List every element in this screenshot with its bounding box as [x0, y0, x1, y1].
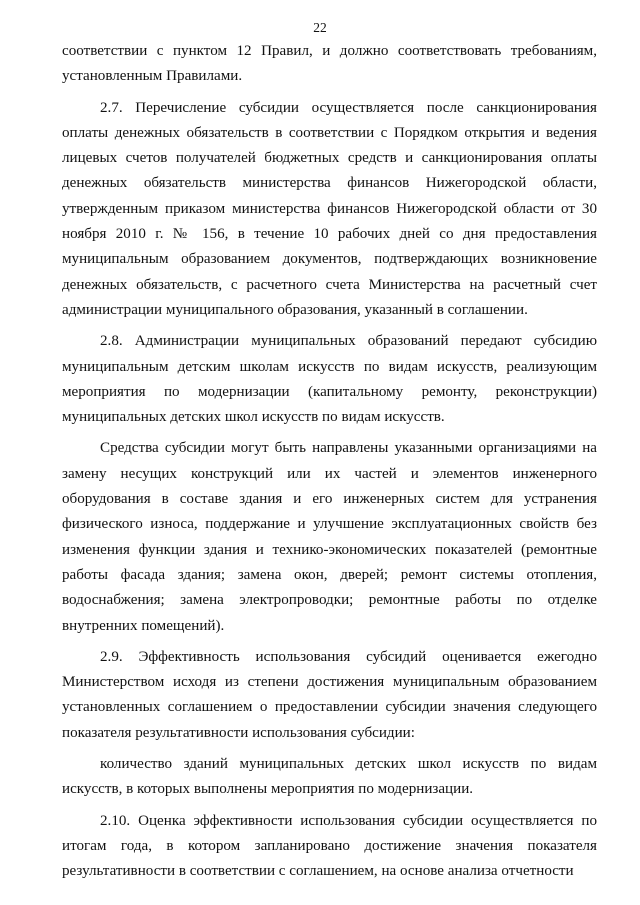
paragraph-continuation: соответствии с пунктом 12 Правил, и должно соответствовать требованиям, установленным Правилами.: [62, 43, 597, 85]
document-body: [62, 39, 597, 891]
paragraph-2-9: 2.9. Эффективность использования субсидий оценивается ежегодно Министерством исходя из степени достижения муниципальным образованием установленных соглашением о предоставлении субсидии значения следующего показателя результативности использования субсидии:: [62, 648, 597, 741]
paragraph-2-7: 2.7. Перечисление субсидии осуществляется после санкционирования оплаты денежных обязательств в соответствии с Порядком открытия и ведения лицевых счетов получателей бюджетных средств и санкционирования оплаты денежных обязательств министерства финансов Нижегородской области, утвержденным приказом министерства финансов Нижегородской области от 30 ноября 2010 г. № 156, в течение 10 рабочих дней со дня предоставления муниципальным образованием документов, подтверждающих возникновение денежных обязательств, с расчетного счета Министерства на расчетный счет администрации муниципального образования, указанный в соглашении.: [62, 99, 597, 318]
paragraph-2-10: 2.10. Оценка эффективности использования субсидии осуществляется по итогам года, в котором запланировано достижение значения показателя результативности в соответствии с соглашением, на основе анализа отчетности: [62, 812, 597, 880]
paragraph-indicator: количество зданий муниципальных детских школ искусств по видам искусств, в которых выполнены мероприятия по модернизации.: [62, 756, 597, 798]
page-number: 22: [313, 20, 327, 35]
paragraph-subsidy-funds: Средства субсидии могут быть направлены указанными организациями на замену несущих конструкций или их частей и элементов инженерного оборудования в составе здания и его инженерных систем для устранения физического износа, поддержание и улучшение эксплуатационных свойств без изменения функции здания и технико-экономических показателей (ремонтные работы фасада здания; замена окон, дверей; ремонт системы отопления, водоснабжения; замена электропроводки; ремонтные работы по отделке внутренних помещений).: [62, 440, 597, 634]
paragraph-2-8: 2.8. Администрации муниципальных образований передают субсидию муниципальным детским школам искусств по видам искусств, реализующим мероприятия по модернизации (капитальному ремонту, реконструкции) муниципальных детских школ искусств по видам искусств.: [62, 333, 597, 426]
